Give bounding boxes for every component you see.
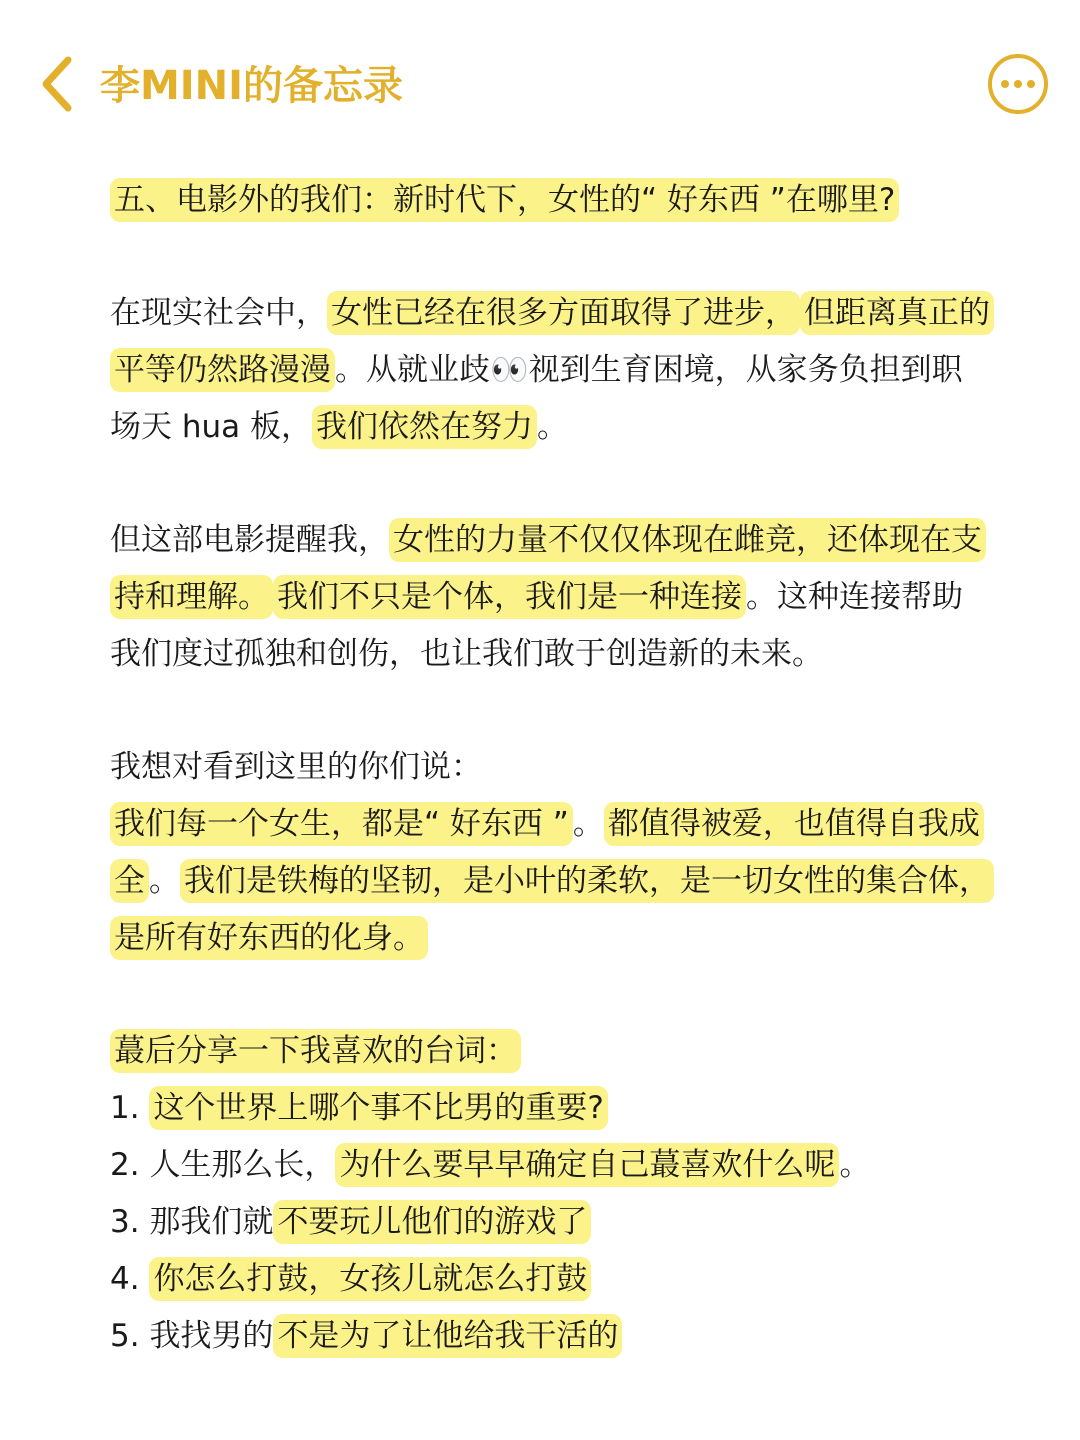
paragraph-message [110, 739, 990, 967]
quote-number: 2. [110, 1147, 150, 1183]
note-body [110, 172, 990, 1365]
text: 人生那么长， [149, 1147, 336, 1183]
highlight: 我们依然在努力 [312, 405, 537, 449]
list-item [110, 1251, 990, 1308]
app-header [0, 0, 1080, 170]
text: 在现实社会中， [110, 295, 327, 331]
highlight: 你怎么打鼓，女孩儿就怎么打鼓 [149, 1257, 591, 1301]
highlight: 我们是铁梅的坚韧，是小叶的柔软，是一切女性的集合体，是所有好东西的化身。 [110, 859, 994, 960]
text: 但这部电影提醒我， [110, 522, 389, 558]
list-item [110, 1194, 990, 1251]
chevron-left-icon[interactable] [36, 54, 76, 114]
page-title: 李MINI的备忘录 [100, 63, 404, 109]
quote-number: 5. [110, 1318, 150, 1354]
highlight: 但距离真正的平等仍然路漫漫 [110, 291, 994, 392]
list-item [110, 1080, 990, 1137]
highlight: 这个世界上哪个事不比男的重要? [149, 1086, 607, 1130]
more-horizontal-circle-icon[interactable] [986, 52, 1050, 116]
highlight: 我们每一个女生，都是“ 好东西 ” [110, 802, 573, 846]
quote-number: 3. [110, 1204, 150, 1240]
highlight: 都值得被爱，也值得自我成全 [110, 802, 984, 903]
text: 。这种连接帮助我们度过孤独和创伤，也让我们敢于创造新的未来。 [110, 579, 963, 672]
quote-number: 4. [110, 1261, 150, 1297]
text: 。 [149, 863, 180, 899]
paragraph-movie [110, 512, 990, 683]
highlight: 不要玩儿他们的游戏了 [273, 1200, 591, 1244]
highlight: 女性已经在很多方面取得了进步， [327, 291, 800, 335]
quote-list [110, 1080, 990, 1365]
list-item [110, 1137, 990, 1194]
text: 。 [537, 409, 568, 445]
highlight: 我们不只是个体，我们是一种连接 [273, 575, 746, 619]
highlight: 不是为了让他给我干活的 [273, 1314, 622, 1358]
text: 我想对看到这里的你们说： [110, 749, 482, 785]
list-item [110, 1308, 990, 1365]
highlight: 女性的力量不仅仅体现在雌竞，还体现在支持和理解。 [110, 518, 986, 619]
section-heading [110, 172, 990, 229]
text: 。 [839, 1147, 871, 1183]
text: 。 [572, 806, 604, 842]
highlight: 蕞后分享一下我喜欢的台词： [110, 1029, 521, 1073]
text: 。从就业歧👀视到生育困境，从家务负担到职场天 hua 板， [110, 352, 963, 445]
quotes-heading [110, 1023, 990, 1080]
text: 那我们就 [149, 1204, 274, 1240]
section-heading-text: 五、电影外的我们：新时代下，女性的“ 好东西 ”在哪里? [110, 178, 899, 222]
paragraph-reality [110, 285, 990, 456]
highlight: 为什么要早早确定自己蕞喜欢什么呢 [335, 1143, 839, 1187]
text: 我找男的 [149, 1318, 274, 1354]
quote-number: 1. [110, 1090, 150, 1126]
